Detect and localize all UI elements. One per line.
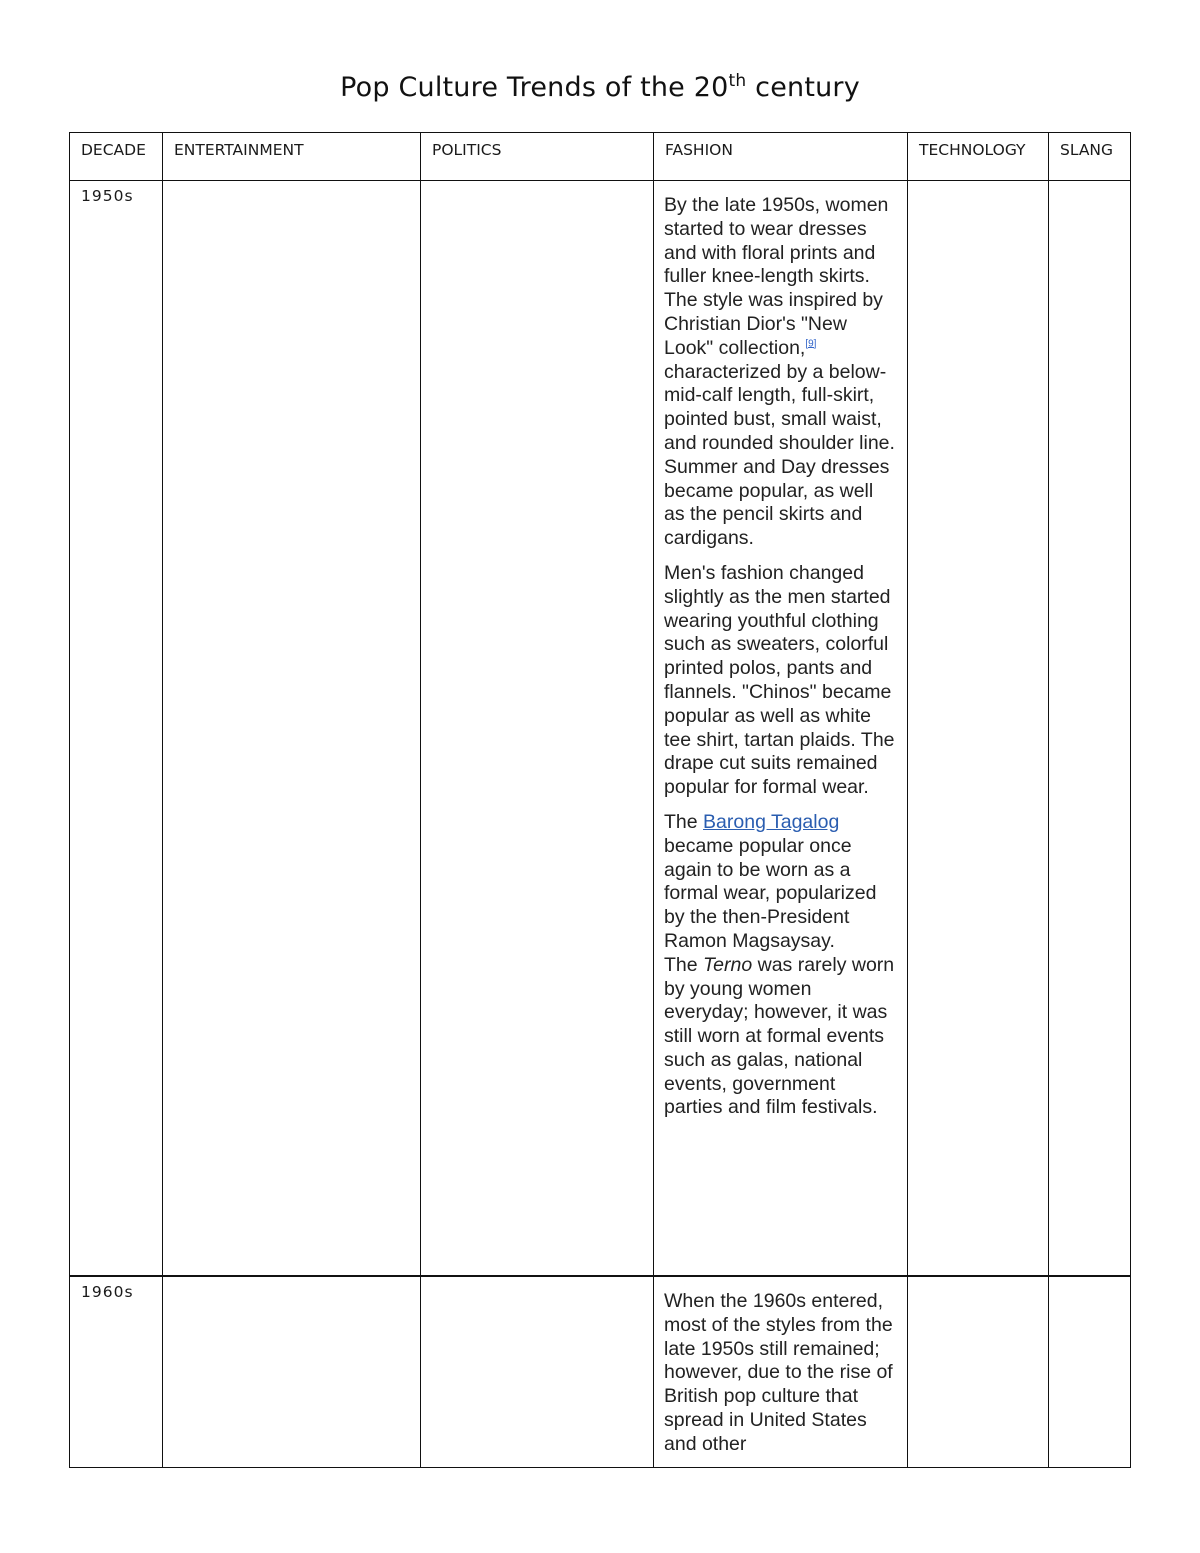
- title-end: century: [746, 72, 860, 103]
- title-superscript: th: [728, 71, 747, 91]
- fashion-paragraph: [664, 811, 899, 954]
- politics-cell: [421, 181, 654, 1277]
- technology-cell: [908, 1276, 1049, 1468]
- decade-cell: [70, 181, 163, 1277]
- fashion-cell: [654, 181, 908, 1277]
- fashion-clip: [664, 1290, 899, 1467]
- header-entertainment: ENTERTAINMENT: [163, 133, 421, 181]
- slang-cell: [1049, 181, 1131, 1277]
- trends-table: [69, 132, 1131, 1468]
- politics-cell: [421, 1276, 654, 1468]
- fashion-text: was rarely worn by young women everyday; however, it was still worn at formal events such as galas, national events, government parties and film festivals.: [664, 953, 895, 1119]
- header-technology: TECHNOLOGY: [908, 133, 1049, 181]
- entertainment-cell: [163, 1276, 421, 1468]
- fashion-paragraph: Men's fashion changed slightly as the men started wearing youthful clothing such as sweaters, colorful printed polos, pants and flannels. "Chinos" became popular as well as white tee shirt, tartan plaids. The drape cut suits remained popular for formal wear.: [664, 561, 895, 799]
- slang-cell: [1049, 1276, 1131, 1468]
- fashion-text: The: [664, 810, 704, 833]
- decade-label: 1960s: [81, 1283, 134, 1301]
- fashion-paragraph: [664, 954, 899, 1121]
- fashion-paragraph: When the 1960s entered, most of the styles from the late 1950s still remained; however, due to the rise of British pop culture that spread in United States and other: [664, 1290, 893, 1455]
- table-row: [70, 1276, 1131, 1468]
- fashion-text: The: [664, 953, 704, 976]
- decade-label: 1950s: [81, 187, 134, 205]
- fashion-text: became popular once again to be worn as a formal wear, popularized by the then-President Ramon Magsaysay.: [664, 834, 877, 952]
- decade-cell: [70, 1276, 163, 1468]
- technology-cell: [908, 181, 1049, 1277]
- fashion-cell: [654, 1276, 908, 1468]
- header-decade: DECADE: [70, 133, 163, 181]
- citation-link[interactable]: [9]: [805, 338, 817, 350]
- page-title: [0, 72, 1200, 103]
- title-main: Pop Culture Trends of the 20: [340, 72, 729, 103]
- header-row: [70, 133, 1131, 181]
- fashion-text: By the late 1950s, women started to wear dresses and with floral prints and fuller knee-length skirts. The style was inspired by Christian Dior's "New Look" collection,: [664, 194, 889, 359]
- header-fashion: FASHION: [654, 133, 908, 181]
- header-slang: SLANG: [1049, 133, 1131, 181]
- entertainment-cell: [163, 181, 421, 1277]
- terno-italic: Terno: [703, 953, 753, 976]
- fashion-text: characterized by a below-mid-calf length, full-skirt, pointed bust, small waist, and rounded shoulder line. Summer and Day dresses became popular, as well as the pencil skirts and cardigans.: [664, 360, 895, 550]
- table-row: [70, 181, 1131, 1277]
- barong-tagalog-link[interactable]: Barong Tagalog: [703, 810, 840, 833]
- fashion-paragraph: [664, 194, 899, 551]
- header-politics: POLITICS: [421, 133, 654, 181]
